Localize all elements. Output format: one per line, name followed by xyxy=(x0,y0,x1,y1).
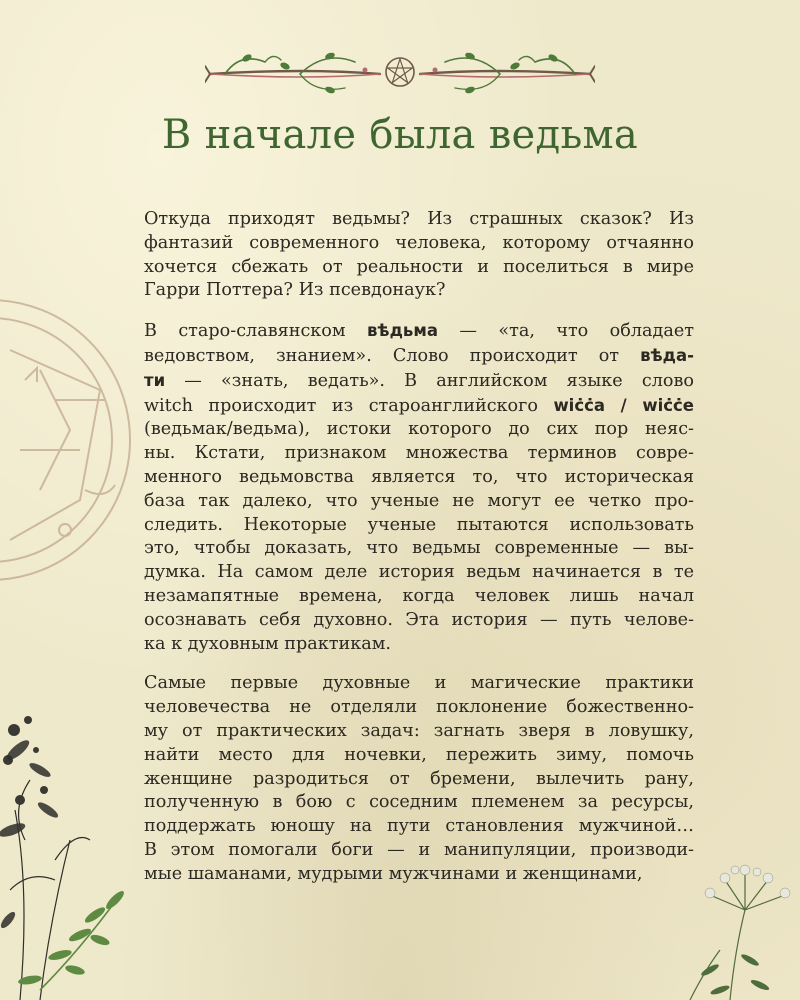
text-line: человечества не отделяли поклонение божественно- xyxy=(144,697,694,718)
text-line: ны. Кстати, признаком множества терминов совре- xyxy=(144,443,694,464)
text-line: фантазий современного человека, которому отчаянно xyxy=(144,232,694,253)
text-line: хочется сбежать от реальности и поселиться в мире xyxy=(144,256,694,277)
paragraph xyxy=(144,208,694,303)
page-title: В начале была ведьма xyxy=(161,112,639,158)
text-line: Гарри Поттера? Из псевдонаук? xyxy=(144,280,446,301)
text-line: найти место для ночевки, пережить зиму, помочь xyxy=(144,744,694,765)
etymology-term: ти xyxy=(144,370,166,390)
text-line: ведовством, знанием». Слово происходит от вѣда- xyxy=(144,345,694,366)
text-line: незамапятные времена, когда человек лишь начал xyxy=(144,585,694,606)
text-line: следить. Некоторые ученые пытаются использовать xyxy=(144,514,694,535)
text-line: женщине разродиться от бремени, вылечить рану, xyxy=(144,768,694,789)
text-line: мые шаманами, мудрыми мужчинами и женщинами, xyxy=(144,863,643,884)
etymology-term: вѣда- xyxy=(640,345,694,365)
text-line: это, чтобы доказать, что ведьмы современные — вы- xyxy=(144,538,694,559)
etymology-term: вѣдьма xyxy=(366,321,438,341)
paragraph xyxy=(144,672,694,886)
text-line: Откуда приходят ведьмы? Из страшных сказок? Из xyxy=(144,209,694,229)
paragraph xyxy=(144,319,694,656)
text-line: В этом помогали боги — и манипуляции, производи- xyxy=(144,839,694,860)
pentagram-vine-ornament xyxy=(205,44,595,104)
text-line: ти — «знать, ведать». В английском языке слово xyxy=(144,370,694,391)
text-line: witch происходит из староанглийского wiċċa / wiċċe xyxy=(144,395,694,416)
text-line: (ведьмак/ведьма), истоки которого до сих пор неяс- xyxy=(144,419,694,440)
text-line: Самые первые духовные и магические практики xyxy=(144,673,694,694)
article-body xyxy=(144,208,694,903)
text-line: поддержать юношу на пути становления мужчиной… xyxy=(144,816,694,837)
wildflowers-illustration xyxy=(0,690,160,1000)
etymology-term: wiċċa / wiċċe xyxy=(553,395,694,415)
text-line: ка к духовным практикам. xyxy=(144,633,391,654)
sigil-circle xyxy=(0,290,140,590)
text-line: осознавать себя духовно. Эта история — путь челове- xyxy=(144,609,694,630)
text-line: полученную в бою с соседним племенем за ресурсы, xyxy=(144,792,694,813)
text-line: думка. На самом деле история ведьм начинается в те xyxy=(144,562,694,583)
text-line: му от практических задач: загнать зверя в ловушку, xyxy=(144,720,694,741)
text-line: В старо-славянском вѣдьма — «та, что обладает xyxy=(144,321,694,342)
text-line: менного ведьмовства является то, что историческая xyxy=(144,466,694,487)
text-line: база так далеко, что ученые не могут ее четко про- xyxy=(144,490,694,511)
